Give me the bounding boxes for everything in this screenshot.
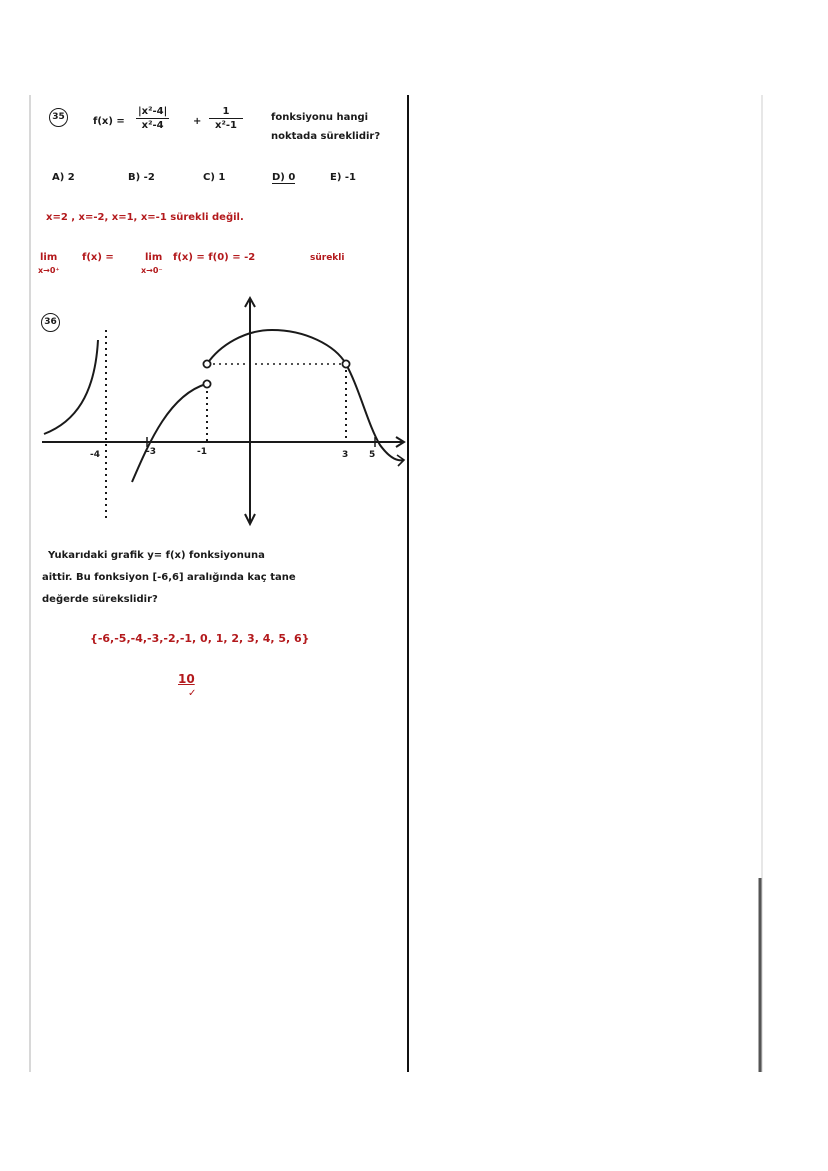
curve-upper-arch: [207, 330, 346, 364]
q35-frac2-numerator: 1: [209, 106, 243, 119]
q35-frac1-denominator: x²-4: [141, 120, 164, 131]
q36-text-line-1: Yukarıdaki grafik y= f(x) fonksiyonuna: [48, 550, 265, 561]
q36-answer-count: 10: [178, 672, 195, 686]
q35-option-e: E) -1: [330, 172, 356, 183]
q35-lim-right: lim: [145, 252, 163, 263]
q36-text-line-2: aittir. Bu fonksiyon [-6,6] aralığında kaç tane: [42, 572, 296, 583]
q36-answer-tick: ✓: [188, 688, 197, 699]
tick-label-minus-3: -3: [146, 447, 156, 457]
curve-left-branch: [44, 340, 98, 434]
q35-lim-left-sub: x→0⁺: [38, 266, 60, 275]
q35-text-line-2: noktada süreklidir?: [271, 131, 381, 142]
q35-frac1-numerator: |x²-4|: [138, 106, 168, 117]
question-35-number: 35: [49, 108, 68, 127]
open-point-minus-1: [203, 380, 210, 387]
curve-middle-branch: [132, 384, 206, 482]
q35-function-prefix: f(x) =: [93, 116, 125, 127]
open-point-3: [342, 360, 349, 367]
q35-frac2-denominator: x²-1: [215, 120, 237, 131]
q35-option-b: B) -2: [128, 172, 155, 183]
q35-option-a: A) 2: [52, 172, 75, 183]
q35-option-d-selected: D) 0: [272, 172, 296, 183]
q35-work-line-1: x=2 , x=-2, x=1, x=-1 sürekli değil.: [46, 212, 244, 223]
q35-lim-right-sub: x→0⁻: [141, 266, 163, 275]
tick-label-minus-4: -4: [90, 450, 100, 460]
q35-lim-note: sürekli: [310, 253, 345, 263]
q35-lim-left-expr: f(x) =: [82, 252, 114, 263]
tick-label-5: 5: [369, 450, 376, 460]
q35-lim-right-expr: f(x) = f(0) = -2: [173, 252, 256, 263]
q36-answer-set: {-6,-5,-4,-3,-2,-1, 0, 1, 2, 3, 4, 5, 6}: [90, 632, 310, 645]
q35-option-c: C) 1: [203, 172, 226, 183]
question-36-number: 36: [41, 313, 60, 332]
q36-text-line-3: değerde sürekslidir?: [42, 594, 158, 605]
tick-label-minus-1: -1: [197, 447, 207, 457]
tick-label-3: 3: [342, 450, 349, 460]
open-point-upper-left: [203, 360, 210, 367]
q35-plus: +: [193, 116, 202, 127]
q35-lim-left: lim: [40, 252, 58, 263]
q35-text-line-1: fonksiyonu hangi: [271, 112, 369, 123]
